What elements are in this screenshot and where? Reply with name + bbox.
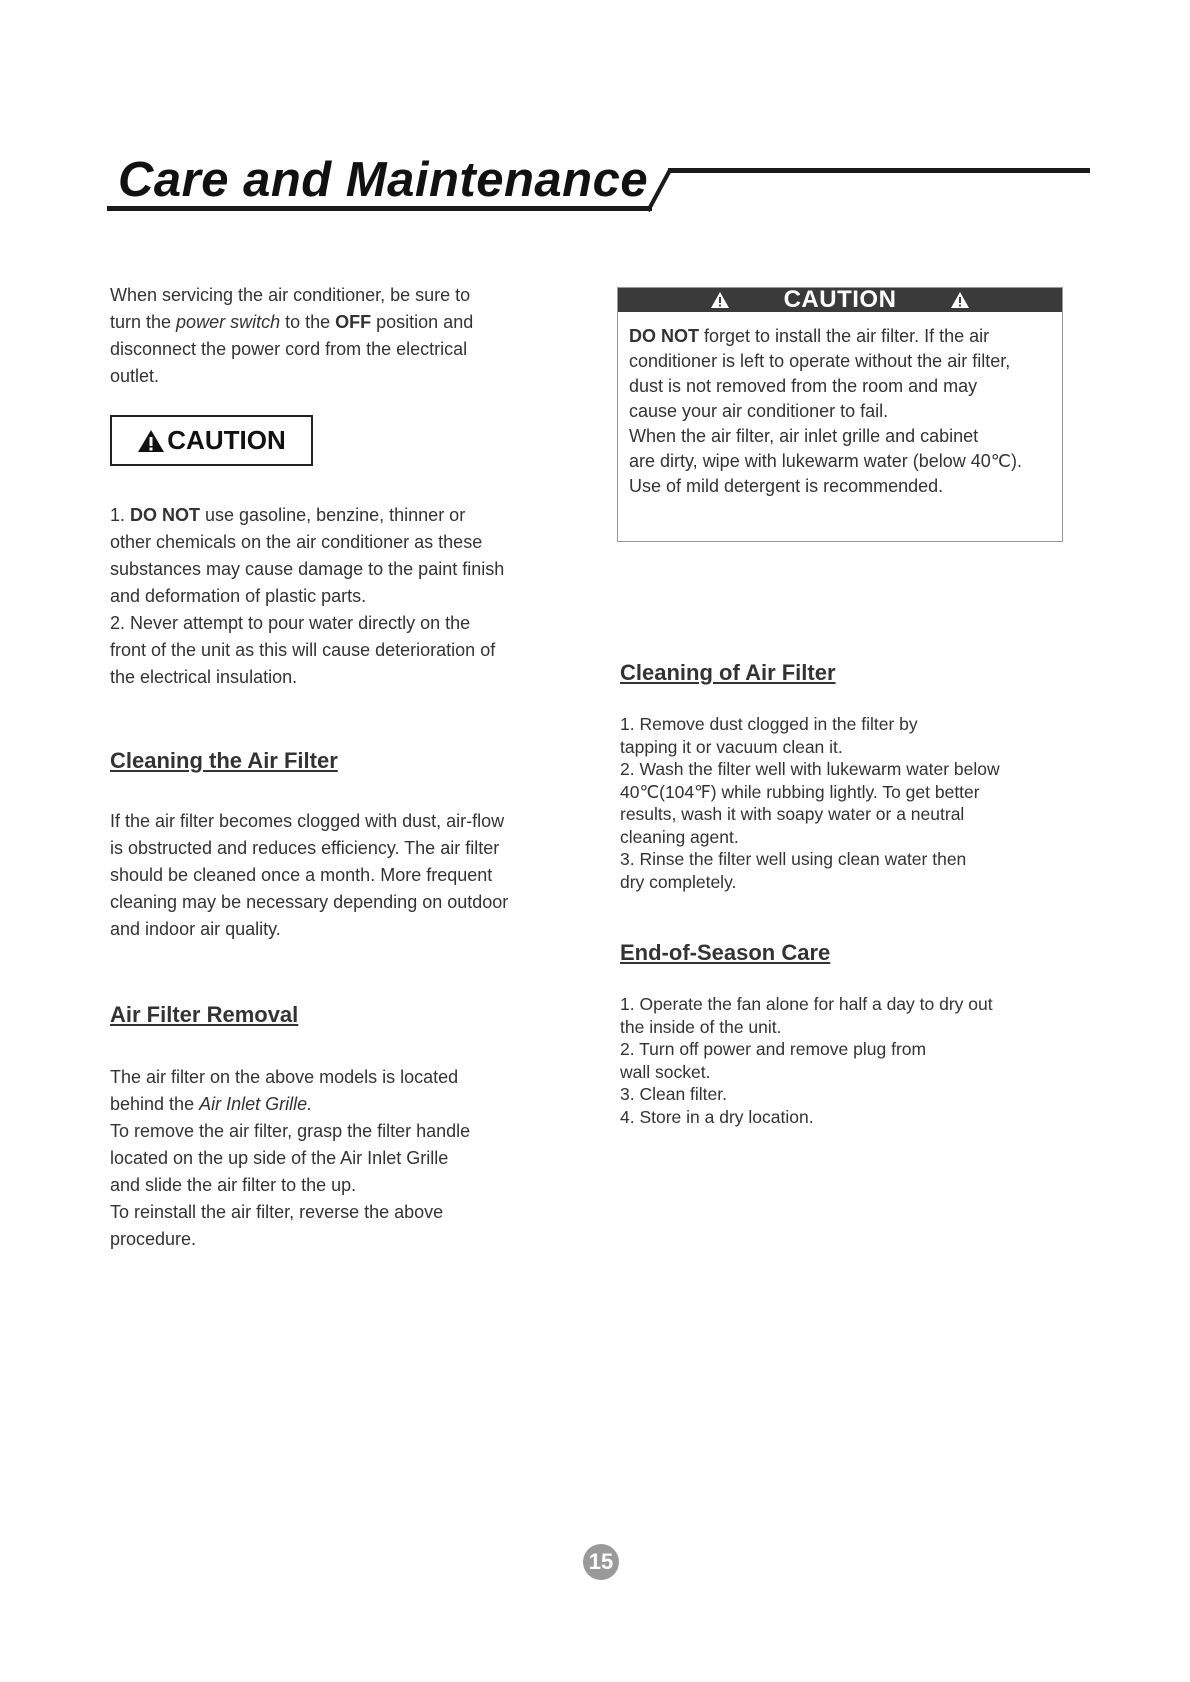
- caution-panel-body: DO NOT forget to install the air filter. If the air conditioner is left to operate without the air filter, dust is not removed from the room and may cause your air conditioner to fail. When the air filter, air inlet grille and cabinet are dirty, wipe with lukewarm water (below 40℃). Use of mild detergent is recommended.: [629, 326, 1023, 496]
- cleaning-the-filter-paragraph: If the air filter becomes clogged with dust, air-flow is obstructed and reduces efficiency. The air filter should be cleaned once a month. More frequent cleaning may be necessary depending on outdoor and indoor air quality.: [110, 811, 509, 939]
- warning-triangle-icon: [710, 291, 730, 309]
- caution-label-box: [110, 415, 313, 466]
- caution-panel-header: [618, 288, 1062, 312]
- caution-list: 1. DO NOT use gasoline, benzine, thinner or other chemicals on the air conditioner as these substances may cause damage to the paint finish and deformation of plastic parts. 2. Never attempt to pour water directly on the front of the unit as this will cause deterioration of the electrical insulation.: [110, 505, 505, 687]
- cleaning-of-filter-list: 1. Remove dust clogged in the filter by tapping it or vacuum clean it. 2. Wash the filter well with lukewarm water below 40℃(104℉) while rubbing lightly. To get better results, wash it with soapy water or a neutral cleaning agent. 3. Rinse the filter well using clean water then dry completely.: [620, 714, 1000, 892]
- intro-paragraph: When servicing the air conditioner, be sure to turn the power switch to the OFF position and disconnect the power cord from the electrical outlet.: [110, 285, 474, 386]
- page-title: Care and Maintenance: [118, 153, 649, 207]
- page-number-badge: 15: [583, 1544, 619, 1580]
- page-header: [100, 140, 1090, 250]
- heading-cleaning-of-air-filter: Cleaning of Air Filter: [620, 660, 836, 685]
- warning-triangle-icon: [137, 428, 165, 454]
- caution-label: CAUTION: [167, 425, 286, 455]
- filter-removal-paragraph: The air filter on the above models is located behind the Air Inlet Grille. To remove the air filter, grasp the filter handle located on the up side of the Air Inlet Grille and slide the air filter to the up. To reinstall the air filter, reverse the above procedure.: [110, 1067, 471, 1249]
- caution-panel-title: CAUTION: [783, 286, 897, 313]
- end-of-season-list: 1. Operate the fan alone for half a day to dry out the inside of the unit. 2. Turn off power and remove plug from wall socket. 3. Clean filter. 4. Store in a dry location.: [620, 994, 993, 1127]
- heading-cleaning-the-air-filter: Cleaning the Air Filter: [110, 748, 338, 773]
- caution-panel: [617, 287, 1063, 542]
- heading-end-of-season-care: End-of-Season Care: [620, 940, 831, 965]
- heading-air-filter-removal: Air Filter Removal: [110, 1002, 299, 1027]
- warning-triangle-icon: [950, 291, 970, 309]
